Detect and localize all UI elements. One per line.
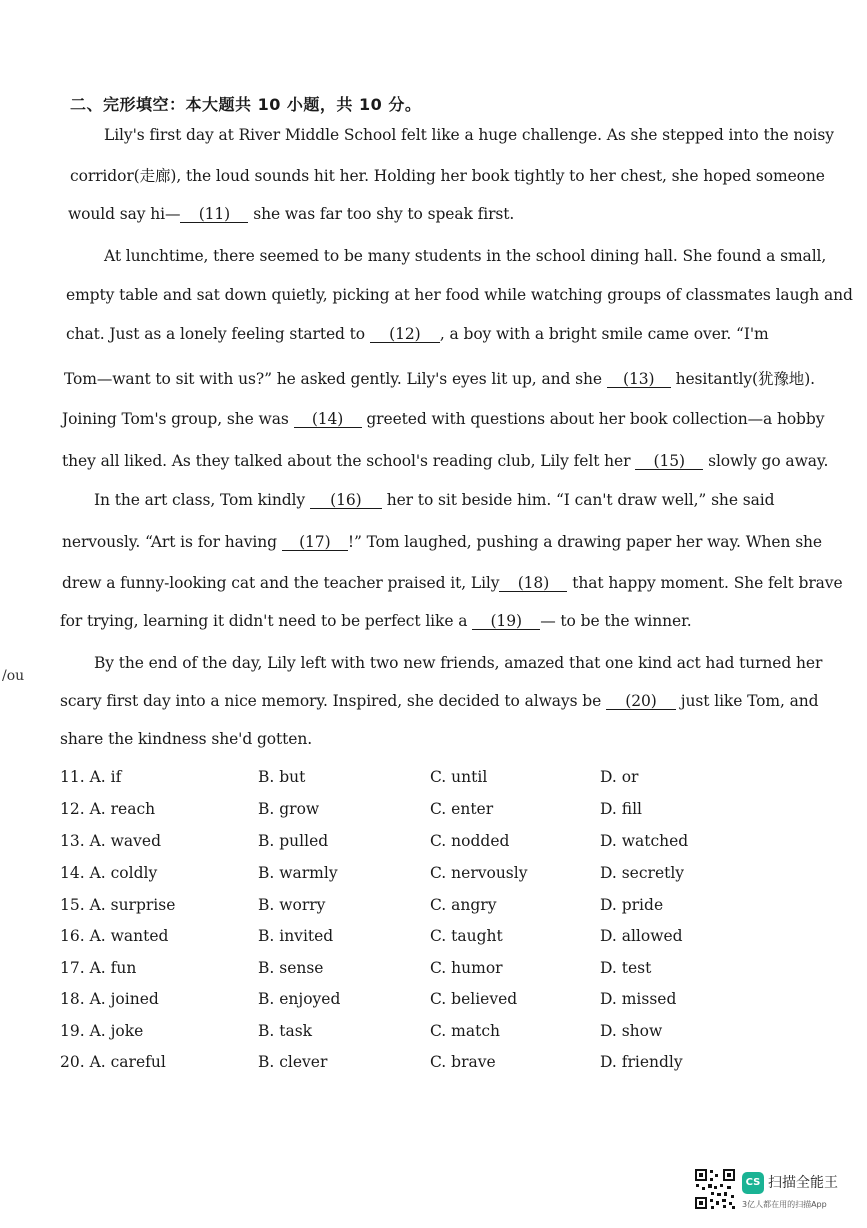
text-segment: that happy moment. She felt brave xyxy=(567,574,843,592)
option-13-d: D. watched xyxy=(600,832,689,850)
text-segment: Tom—want to sit with us?” he asked gently. Lily's eyes lit up, and she xyxy=(64,370,607,388)
text-segment: , a boy with a bright smile came over. “I'm xyxy=(439,325,769,343)
blank-13: (13) xyxy=(607,371,671,388)
option-20-b: B. clever xyxy=(258,1053,328,1071)
option-18-c: C. believed xyxy=(430,990,518,1008)
option-18-a: 18. A. joined xyxy=(60,990,159,1008)
blank-14: (14) xyxy=(294,411,362,428)
blank-20: (20) xyxy=(606,693,676,710)
passage-p4-line3: share the kindness she'd gotten. xyxy=(60,730,313,748)
passage-p2-line3 xyxy=(66,325,769,343)
text-segment: — to be the winner. xyxy=(540,612,692,630)
passage-p1-line1: Lily's first day at River Middle School felt like a huge challenge. As she stepped into the noisy xyxy=(104,126,834,144)
option-15-d: D. pride xyxy=(600,896,664,914)
passage-p1-line3 xyxy=(68,205,514,223)
option-19-b: B. task xyxy=(258,1022,313,1040)
option-19-d: D. show xyxy=(600,1022,663,1040)
option-18-d: D. missed xyxy=(600,990,677,1008)
passage-p3-line4 xyxy=(60,612,692,630)
blank-19: (19) xyxy=(472,613,540,630)
option-14-a: 14. A. coldly xyxy=(60,864,158,882)
qr-code-icon xyxy=(694,1168,736,1210)
option-16-b: B. invited xyxy=(258,927,334,945)
option-11-a: 11. A. if xyxy=(60,768,122,786)
passage-p1-line2: corridor(走廊), the loud sounds hit her. Holding her book tightly to her chest, she hoped someone xyxy=(70,167,825,185)
option-16-c: C. taught xyxy=(430,927,503,945)
text-segment: Joining Tom's group, she was xyxy=(62,410,294,428)
text-segment: In the art class, Tom kindly xyxy=(94,491,310,509)
option-15-a: 15. A. surprise xyxy=(60,896,176,914)
option-19-c: C. match xyxy=(430,1022,500,1040)
passage-p4-line2 xyxy=(60,692,818,710)
passage-p2-line4 xyxy=(64,367,815,389)
option-11-b: B. but xyxy=(258,768,306,786)
text-segment: !” Tom laughed, pushing a drawing paper her way. When she xyxy=(347,533,822,551)
blank-18: (18) xyxy=(499,575,567,592)
blank-17: (17) xyxy=(282,534,348,551)
option-17-a: 17. A. fun xyxy=(60,959,137,977)
text-segment: drew a funny-looking cat and the teacher praised it, Lily xyxy=(62,574,500,592)
option-13-a: 13. A. waved xyxy=(60,832,161,850)
text-segment: she was far too shy to speak first. xyxy=(248,205,515,223)
option-16-a: 16. A. wanted xyxy=(60,927,169,945)
passage-p2-line2: empty table and sat down quietly, picking at her food while watching groups of classmates laugh and xyxy=(66,286,853,304)
option-11-c: C. until xyxy=(430,768,488,786)
option-17-b: B. sense xyxy=(258,959,324,977)
option-19-a: 19. A. joke xyxy=(60,1022,144,1040)
passage-p3-line2 xyxy=(62,533,822,551)
text-segment: hesitantly(犹豫地). xyxy=(670,370,815,388)
app-tagline: 3亿人都在用的扫描App xyxy=(742,1200,827,1209)
text-segment: greeted with questions about her book collection—a hobby xyxy=(361,410,825,428)
blank-15: (15) xyxy=(635,453,703,470)
option-12-b: B. grow xyxy=(258,800,320,818)
option-15-c: C. angry xyxy=(430,896,497,914)
option-20-c: C. brave xyxy=(430,1053,496,1071)
text-segment: her to sit beside him. “I can't draw well,” she said xyxy=(381,491,775,509)
section-heading: 二、完形填空：本大题共 10 小题，共 10 分。 xyxy=(70,95,422,114)
option-14-d: D. secretly xyxy=(600,864,685,882)
option-14-c: C. nervously xyxy=(430,864,528,882)
text-segment: they all liked. As they talked about the school's reading club, Lily felt her xyxy=(62,452,636,470)
option-17-c: C. humor xyxy=(430,959,503,977)
scanner-watermark xyxy=(694,1168,864,1220)
passage-p2-line5 xyxy=(62,410,824,428)
option-13-b: B. pulled xyxy=(258,832,329,850)
option-11-d: D. or xyxy=(600,768,639,786)
passage-p2-line6 xyxy=(62,452,828,470)
text-segment: for trying, learning it didn't need to be perfect like a xyxy=(60,612,473,630)
passage-p4-line1: By the end of the day, Lily left with two new friends, amazed that one kind act had turned her xyxy=(94,654,823,672)
option-20-a: 20. A. careful xyxy=(60,1053,166,1071)
option-12-c: C. enter xyxy=(430,800,494,818)
option-16-d: D. allowed xyxy=(600,927,683,945)
text-segment: would say hi— xyxy=(68,205,181,223)
side-margin-mark: /ou xyxy=(2,668,25,684)
blank-12: (12) xyxy=(370,326,440,343)
option-13-c: C. nodded xyxy=(430,832,510,850)
text-segment: just like Tom, and xyxy=(675,692,819,710)
camscanner-logo-icon: CS xyxy=(742,1172,764,1194)
passage-p3-line1 xyxy=(94,491,774,509)
blank-11: (11) xyxy=(180,206,248,223)
option-12-a: 12. A. reach xyxy=(60,800,156,818)
passage-p2-line1: At lunchtime, there seemed to be many students in the school dining hall. She found a small, xyxy=(104,247,827,265)
option-20-d: D. friendly xyxy=(600,1053,683,1071)
app-name: 扫描全能王 xyxy=(768,1175,838,1191)
text-segment: chat. Just as a lonely feeling started to xyxy=(66,325,370,343)
text-segment: nervously. “Art is for having xyxy=(62,533,282,551)
option-12-d: D. fill xyxy=(600,800,642,818)
option-15-b: B. worry xyxy=(258,896,326,914)
option-17-d: D. test xyxy=(600,959,652,977)
blank-16: (16) xyxy=(310,492,382,509)
passage-p3-line3 xyxy=(62,574,843,592)
text-segment: slowly go away. xyxy=(703,452,829,470)
option-18-b: B. enjoyed xyxy=(258,990,341,1008)
option-14-b: B. warmly xyxy=(258,864,338,882)
text-segment: scary first day into a nice memory. Inspired, she decided to always be xyxy=(60,692,606,710)
